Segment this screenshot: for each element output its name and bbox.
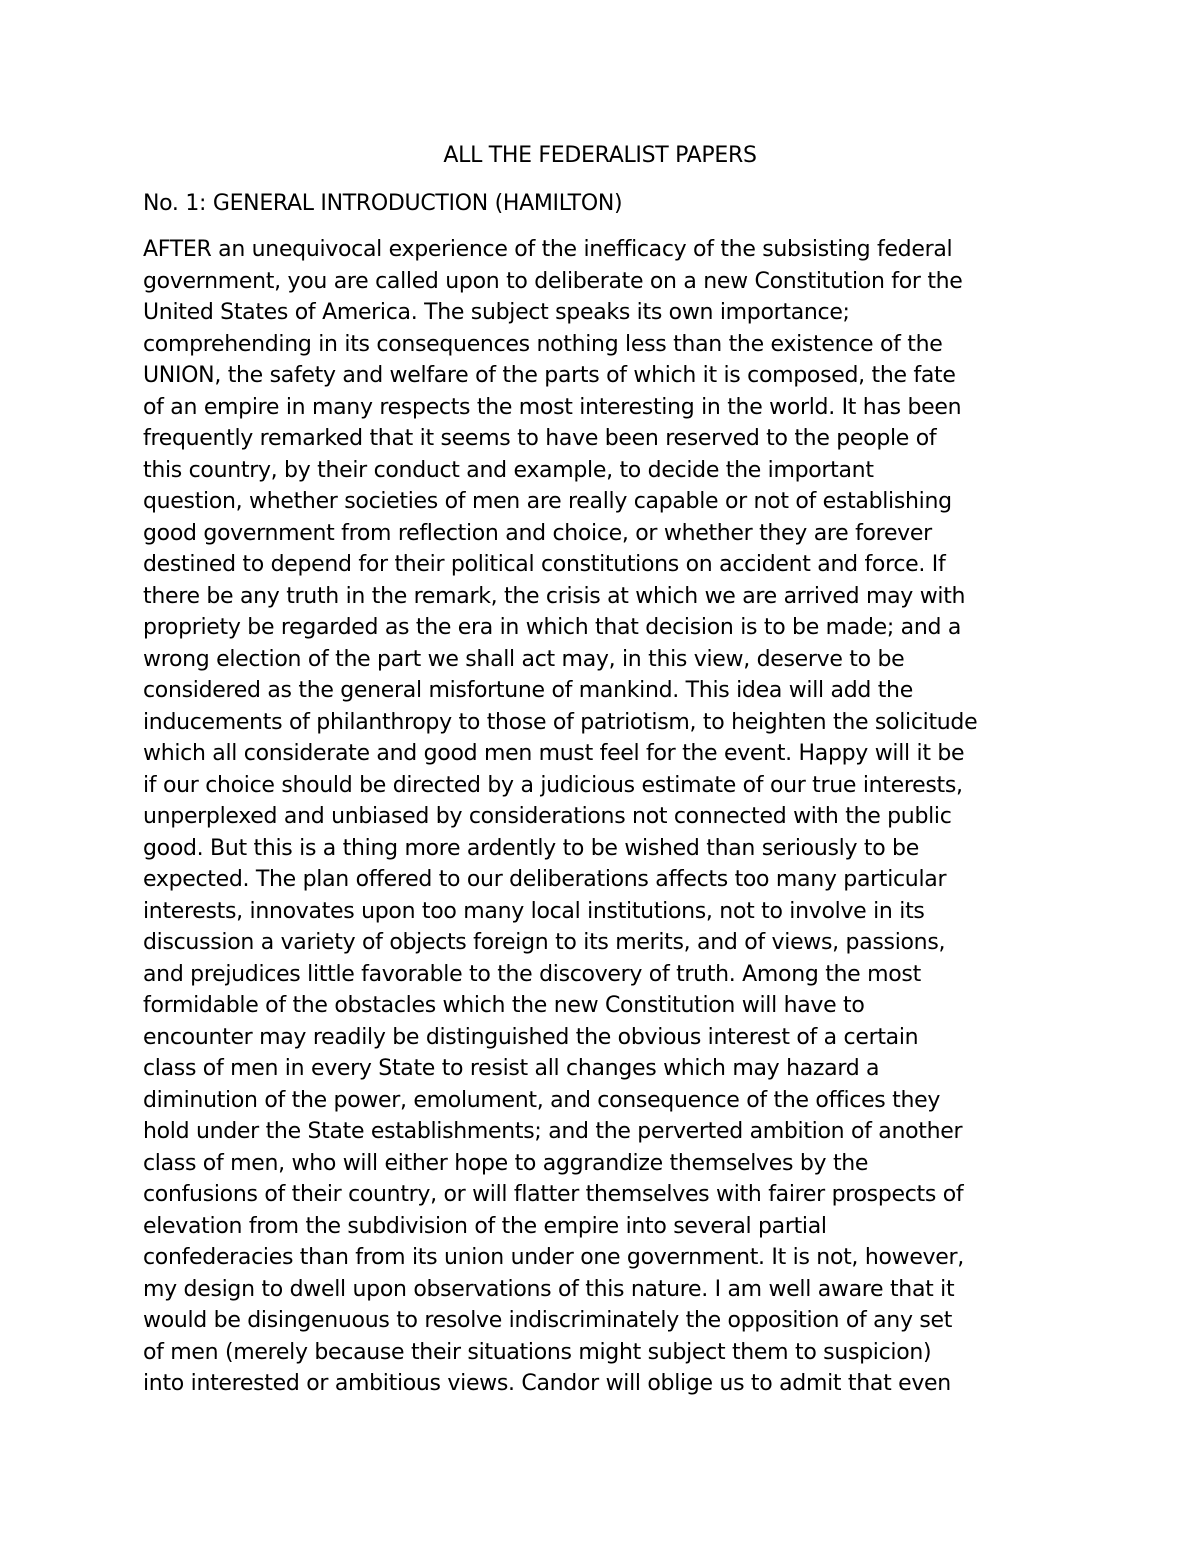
body-paragraph: [143, 234, 1083, 1400]
document-subtitle: No. 1: GENERAL INTRODUCTION (HAMILTON): [143, 191, 623, 216]
body-line: there be any truth in the remark, the crisis at which we are arrived may with: [143, 583, 966, 609]
body-line: inducements of philanthropy to those of patriotism, to heighten the solicitude: [143, 709, 978, 735]
body-line: frequently remarked that it seems to have been reserved to the people of: [143, 426, 937, 451]
body-line: my design to dwell upon observations of this nature. I am well aware that it: [143, 1276, 955, 1302]
body-line: UNION, the safety and welfare of the parts of which it is composed, the fate: [143, 363, 956, 388]
body-line: if our choice should be directed by a judicious estimate of our true interests,: [143, 772, 963, 798]
body-line: considered as the general misfortune of mankind. This idea will add the: [143, 678, 913, 703]
body-line: comprehending in its consequences nothing less than the existence of the: [143, 331, 943, 357]
body-line: of men (merely because their situations might subject them to suspicion): [143, 1339, 932, 1365]
body-line: diminution of the power, emolument, and consequence of the offices they: [143, 1087, 941, 1113]
body-line: class of men, who will either hope to aggrandize themselves by the: [143, 1150, 869, 1176]
body-line: of an empire in many respects the most interesting in the world. It has been: [143, 394, 962, 420]
body-line: class of men in every State to resist all changes which may hazard a: [143, 1056, 880, 1081]
body-line: and prejudices little favorable to the discovery of truth. Among the most: [143, 961, 921, 987]
body-line: discussion a variety of objects foreign to its merits, and of views, passions,: [143, 930, 946, 955]
body-line: propriety be regarded as the era in which that decision is to be made; and a: [143, 615, 962, 640]
body-line: confusions of their country, or will flatter themselves with fairer prospects of: [143, 1182, 964, 1207]
body-line: United States of America. The subject speaks its own importance;: [143, 300, 850, 325]
body-line: unperplexed and unbiased by considerations not connected with the public: [143, 804, 952, 829]
body-line: elevation from the subdivision of the empire into several partial: [143, 1213, 827, 1239]
body-line: question, whether societies of men are really capable or not of establishing: [143, 489, 952, 514]
body-line: government, you are called upon to deliberate on a new Constitution for the: [143, 268, 963, 294]
body-line: hold under the State establishments; and the perverted ambition of another: [143, 1119, 963, 1144]
body-line: AFTER an unequivocal experience of the inefficacy of the subsisting federal: [143, 237, 953, 262]
body-line: this country, by their conduct and example, to decide the important: [143, 457, 874, 483]
body-line: destined to depend for their political constitutions on accident and force. If: [143, 552, 946, 577]
body-line: good. But this is a thing more ardently to be wished than seriously to be: [143, 835, 919, 861]
body-line: encounter may readily be distinguished the obvious interest of a certain: [143, 1024, 919, 1050]
document-title: ALL THE FEDERALIST PAPERS: [443, 143, 757, 168]
body-line: confederacies than from its union under one government. It is not, however,: [143, 1245, 964, 1270]
body-line: which all considerate and good men must feel for the event. Happy will it be: [143, 741, 965, 766]
body-line: formidable of the obstacles which the new Constitution will have to: [143, 993, 865, 1018]
body-line: wrong election of the part we shall act may, in this view, deserve to be: [143, 646, 905, 672]
body-line: into interested or ambitious views. Candor will oblige us to admit that even: [143, 1371, 951, 1396]
body-line: good government from reflection and choice, or whether they are forever: [143, 520, 932, 546]
body-line: expected. The plan offered to our deliberations affects too many particular: [143, 867, 947, 892]
body-line: interests, innovates upon too many local institutions, not to involve in its: [143, 898, 925, 924]
body-line: would be disingenuous to resolve indiscriminately the opposition of any set: [143, 1308, 953, 1333]
